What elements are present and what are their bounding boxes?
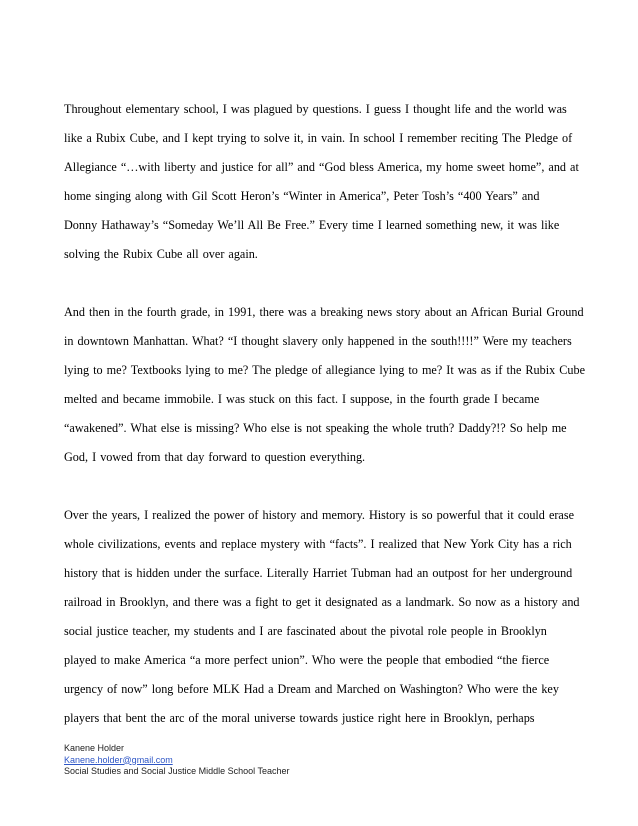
text-line: played to make America “a more perfect union”. Who were the people that embodied “the fierce: [64, 653, 550, 667]
text-line: history that is hidden under the surface. Literally Harriet Tubman had an outpost for her underground: [64, 566, 573, 580]
text-line: And then in the fourth grade, in 1991, there was a breaking news story about an African Burial Ground: [64, 305, 584, 319]
text-line: “awakened”. What else is missing? Who else is not speaking the whole truth? Daddy?!? So help me: [64, 421, 567, 435]
text-line: Allegiance “…with liberty and justice for all” and “God bless America, my home sweet home”, and at: [64, 160, 579, 174]
text-line: in downtown Manhattan. What? “I thought slavery only happened in the south!!!!” Were my teachers: [64, 334, 572, 348]
paragraph-3: [64, 506, 584, 738]
text-line: railroad in Brooklyn, and there was a fight to get it designated as a landmark. So now as a history and: [64, 595, 580, 609]
text-line: God, I vowed from that day forward to question everything.: [64, 450, 366, 464]
paragraph-spacer: [64, 274, 584, 303]
text-line: social justice teacher, my students and I are fascinated about the pivotal role people in Brooklyn: [64, 624, 547, 638]
text-line: lying to me? Textbooks lying to me? The pledge of allegiance lying to me? It was as if the Rubix Cube: [64, 363, 585, 377]
paragraph-2: [64, 303, 584, 477]
paragraph-1: [64, 100, 584, 274]
text-line: like a Rubix Cube, and I kept trying to solve it, in vain. In school I remember reciting The Pledge of: [64, 131, 573, 145]
text-line: home singing along with Gil Scott Heron’s “Winter in America”, Peter Tosh’s “400 Years” and: [64, 189, 540, 203]
text-line: whole civilizations, events and replace mystery with “facts”. I realized that New York City has a rich: [64, 537, 572, 551]
text-line: solving the Rubix Cube all over again.: [64, 247, 258, 261]
essay-body: [64, 100, 584, 738]
author-title: Social Studies and Social Justice Middle School Teacher: [64, 766, 290, 776]
text-line: Throughout elementary school, I was plagued by questions. I guess I thought life and the world was: [64, 102, 567, 116]
text-line: Donny Hathaway’s “Someday We’ll All Be Free.” Every time I learned something new, it was like: [64, 218, 560, 232]
text-line: melted and became immobile. I was stuck on this fact. I suppose, in the fourth grade I became: [64, 392, 540, 406]
text-line: players that bent the arc of the moral universe towards justice right here in Brooklyn, perhaps: [64, 711, 535, 725]
page-footer: [64, 743, 289, 778]
text-line: Over the years, I realized the power of history and memory. History is so powerful that it could erase: [64, 508, 574, 522]
author-email-link[interactable]: Kanene.holder@gmail.com: [64, 754, 173, 765]
paragraph-spacer: [64, 477, 584, 506]
author-name: Kanene Holder: [64, 743, 125, 753]
text-line: urgency of now” long before MLK Had a Dream and Marched on Washington? Who were the key: [64, 682, 559, 696]
